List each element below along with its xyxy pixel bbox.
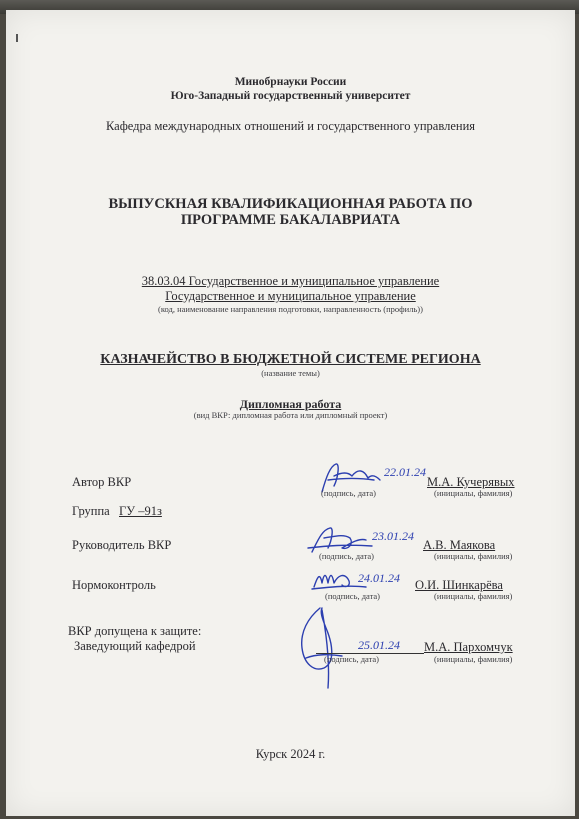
head-sign-date: 25.01.24 [358, 638, 400, 652]
supervisor-sign-date: 23.01.24 [372, 529, 414, 543]
supervisor-label: Руководитель ВКР [72, 538, 172, 552]
program-profile-line: Государственное и муниципальное управление [165, 289, 416, 303]
place-and-year: Курск 2024 г. [255, 747, 326, 761]
group-label: Группа [72, 504, 110, 518]
department-name: Кафедра международных отношений и государственного управления [105, 119, 476, 133]
author-label: Автор ВКР [72, 475, 132, 489]
topic-caption: (название темы) [261, 368, 320, 378]
author-sign-date: 22.01.24 [384, 465, 426, 479]
document-title-line1: ВЫПУСКНАЯ КВАЛИФИКАЦИОННАЯ РАБОТА ПО [108, 196, 473, 212]
supervisor-name-caption: (инициалы, фамилия) [434, 551, 513, 561]
admission-label: ВКР допущена к защите: [68, 624, 202, 638]
author-sign-caption: (подпись, дата) [321, 488, 377, 498]
program-caption: (код, наименование направления подготовки, направленность (профиль)) [158, 304, 423, 314]
work-type: Дипломная работа [239, 397, 342, 411]
group-value: ГУ –91з [119, 504, 162, 518]
author-name: М.А. Кучерявых [427, 475, 515, 489]
thesis-topic: КАЗНАЧЕЙСТВО В БЮДЖЕТНОЙ СИСТЕМЕ РЕГИОНА [100, 352, 481, 367]
normcontrol-sign-date: 24.01.24 [358, 571, 400, 585]
normcontrol-sign-caption: (подпись, дата) [325, 591, 381, 601]
program-code-line: 38.03.04 Государственное и муниципальное управление [141, 274, 440, 288]
supervisor-sign-caption: (подпись, дата) [319, 551, 375, 561]
work-type-caption: (вид ВКР: дипломная работа или дипломный проект) [193, 410, 388, 420]
staple-mark [16, 34, 18, 42]
author-name-caption: (инициалы, фамилия) [434, 488, 513, 498]
normcontrol-name-caption: (инициалы, фамилия) [434, 591, 513, 601]
normcontrol-name: О.И. Шинкарёва [415, 578, 503, 592]
university-name: Юго-Западный государственный университет [170, 90, 411, 102]
head-sign-caption: (подпись, дата) [324, 654, 380, 664]
normcontrol-label: Нормоконтроль [72, 578, 156, 592]
head-name-caption: (инициалы, фамилия) [434, 654, 513, 664]
supervisor-name: А.В. Маякова [423, 538, 496, 552]
ministry-name: Минобрнауки России [234, 76, 347, 88]
head-signature [286, 602, 356, 694]
head-name: М.А. Пархомчук [424, 640, 513, 654]
head-of-department-label: Заведующий кафедрой [74, 639, 196, 653]
title-page [6, 10, 575, 816]
document-title-line2: ПРОГРАММЕ БАКАЛАВРИАТА [180, 212, 401, 228]
